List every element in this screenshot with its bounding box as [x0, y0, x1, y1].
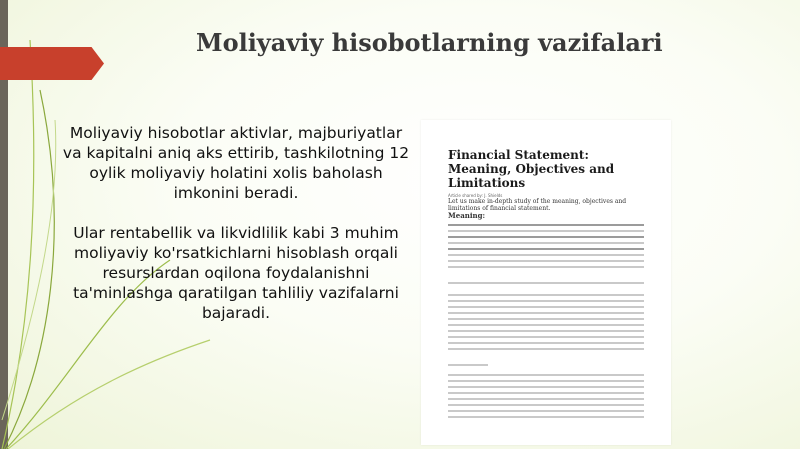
document-intro: [448, 198, 648, 220]
slide-title: Moliyaviy hisobotlarning vazifalari: [196, 28, 663, 57]
body-paragraph-1: Moliyaviy hisobotlar aktivlar, majburiyatlar va kapitalni aniq aks ettirib, tashkilotning 12 oylik moliyaviy holatini xolis baholash imkonini beradi.: [62, 124, 410, 202]
document-byline: Article shared by: J. Shields: [448, 193, 503, 198]
document-image: [421, 120, 671, 445]
document-heading: Financial Statement: Meaning, Objectives and Limitations: [448, 148, 615, 190]
title-flag-marker: [0, 47, 104, 80]
document-text-block-2: [448, 282, 644, 288]
document-intro-text: Let us make in-depth study of the meaning, objectives and limitations of financial statement.: [448, 198, 627, 212]
slide-body: [60, 123, 412, 343]
document-section-heading: Meaning:: [448, 211, 486, 220]
body-paragraph-2: Ular rentabellik va likvidlilik kabi 3 muhim moliyaviy ko'rsatkichlarni hisoblash orqali resurslardan oqilona foydalanishni ta'minlashga qaratilgan tahliliy vazifalarni bajaradi.: [73, 224, 399, 322]
document-text-block-1: [448, 224, 644, 272]
document-text-block-4: [448, 374, 644, 422]
document-separator: [448, 364, 488, 370]
document-text-block-3: [448, 294, 644, 354]
